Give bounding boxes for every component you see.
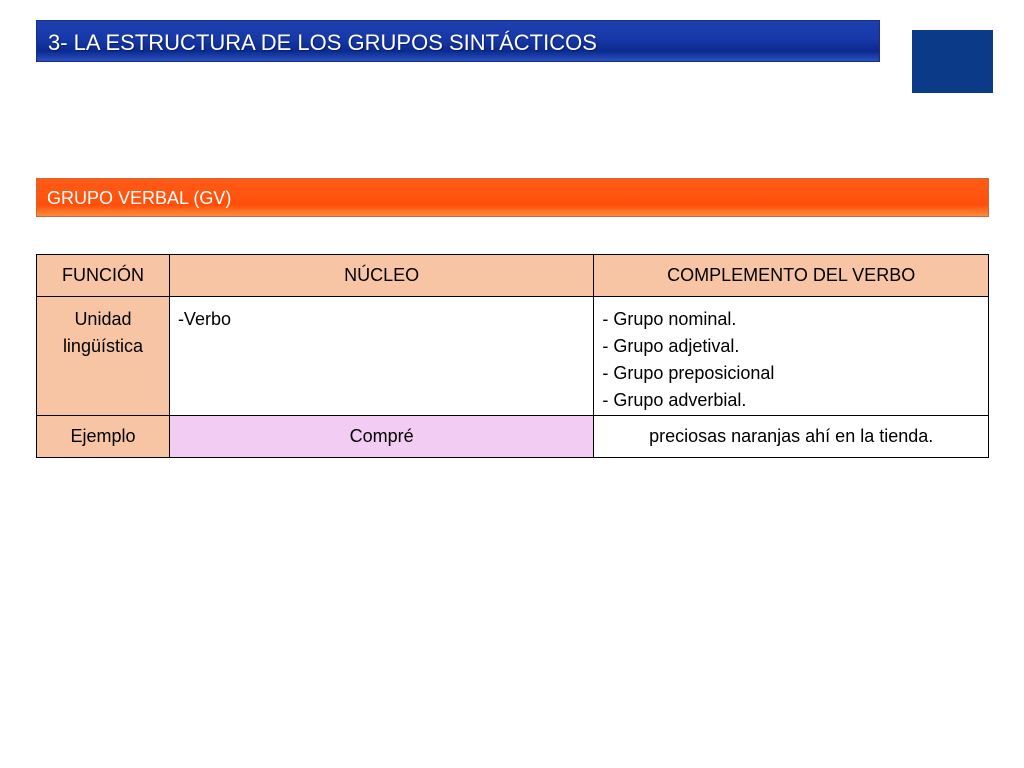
header-complemento: COMPLEMENTO DEL VERBO	[594, 255, 989, 297]
cell-complement-unidad	[594, 297, 989, 416]
cell-line: - Grupo adverbial.	[602, 390, 747, 410]
header-funcion: FUNCIÓN	[37, 255, 170, 297]
cell-line: lingüística	[62, 336, 143, 356]
cell-line: -Verbo	[177, 309, 231, 329]
section-title: GRUPO VERBAL (GV)	[47, 188, 232, 208]
cell-line: - Grupo adjetival.	[602, 336, 740, 356]
cell-text: preciosas naranjas ahí en la tienda.	[649, 426, 934, 446]
cell-line: - Grupo nominal.	[602, 309, 737, 329]
row-label-ejemplo	[37, 416, 170, 458]
verbal-group-table	[36, 254, 989, 458]
cell-line: Unidad	[74, 309, 132, 329]
table-header-row	[37, 255, 989, 297]
table-row	[37, 297, 989, 416]
row-label-unidad	[37, 297, 170, 416]
cell-text: Compré	[349, 426, 414, 446]
cell-core-ejemplo	[169, 416, 593, 458]
cell-line: - Grupo preposicional	[602, 363, 775, 383]
table-row	[37, 416, 989, 458]
corner-decoration	[912, 30, 993, 93]
section-bar	[36, 178, 989, 217]
cell-text: Ejemplo	[70, 426, 136, 446]
header-nucleo: NÚCLEO	[169, 255, 593, 297]
cell-complement-ejemplo	[594, 416, 989, 458]
slide-title: 3- LA ESTRUCTURA DE LOS GRUPOS SINTÁCTICOS	[48, 30, 597, 55]
title-bar	[36, 20, 880, 62]
cell-core-unidad	[169, 297, 593, 416]
